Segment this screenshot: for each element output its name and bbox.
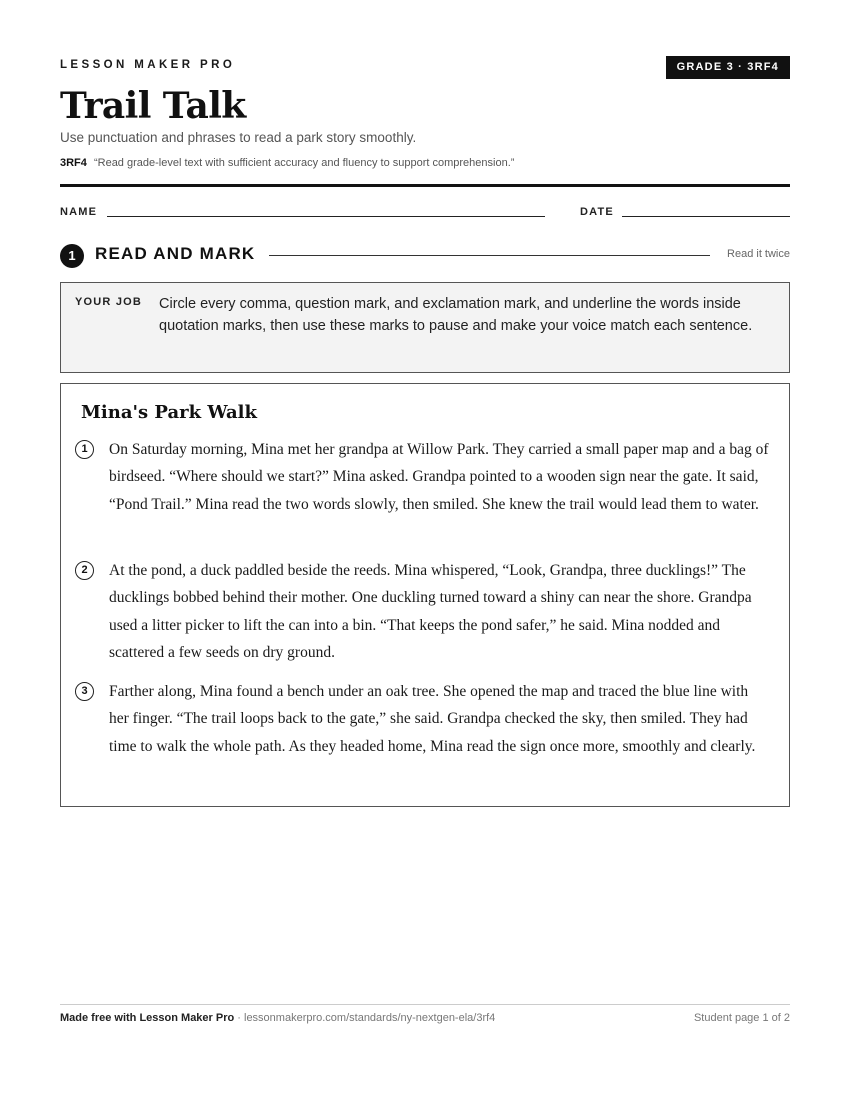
your-job-box: [60, 282, 790, 373]
brand-name: LESSON MAKER PRO: [60, 59, 236, 71]
section-header: [60, 243, 790, 267]
name-label: NAME: [60, 206, 98, 218]
paragraph-text: Farther along, Mina found a bench under an oak tree. She opened the map and traced the blue line with her finger. “The trail loops back to the gate,” she said. Grandpa checked the sky, then smiled. They had time to walk the whole path. As they headed home, Mina read the sign once more, smoothly and clearly.: [109, 683, 756, 755]
job-instructions: Circle every comma, question mark, and exclamation mark, and underline the words inside quotation marks, then use these marks to pause and make your voice match each sentence.: [159, 296, 753, 334]
standard-line: [60, 157, 514, 169]
page-indicator: Student page 1 of 2: [693, 1012, 790, 1024]
story-box: [60, 383, 790, 807]
paragraph-text: On Saturday morning, Mina met her grandpa at Willow Park. They carried a small paper map and a bag of birdseed. “Where should we start?” Mina asked. Grandpa pointed to a wooden sign near the gate. It said, “Pond Trail.” Mina read the two words slowly, then smiled. She knew the trail would lead them to water.: [109, 441, 769, 513]
paragraph-number: 3: [75, 682, 94, 701]
section-number-badge: 1: [60, 244, 84, 268]
paragraph-text: At the pond, a duck paddled beside the reeds. Mina whispered, “Look, Grandpa, three ducklings!” The ducklings bobbed behind their mother. One duckling turned toward a shiny can near the shore. Grandpa used a litter picker to lift the can into a bin. “That keeps the pond safer,” he said. Mina nodded and scattered a few seeds on dry ground.: [109, 562, 752, 661]
footer-url[interactable]: · lessonmakerpro.com/standards/ny-nextgen-ela/3rf4: [234, 1012, 496, 1024]
section-rule: [269, 255, 710, 256]
date-field[interactable]: [622, 216, 790, 217]
name-date-row: [60, 204, 790, 224]
header-divider: [60, 184, 790, 187]
page-subtitle: Use punctuation and phrases to read a park story smoothly.: [60, 130, 417, 145]
grade-badge: GRADE 3 · 3RF4: [666, 56, 790, 79]
section-title: READ AND MARK: [95, 244, 256, 263]
job-label: YOUR JOB: [75, 296, 143, 308]
standard-text: “Read grade-level text with sufficient accuracy and fluency to support comprehension.”: [93, 157, 515, 169]
standard-code: 3RF4: [60, 157, 87, 169]
name-field[interactable]: [107, 216, 545, 217]
page-title: Trail Talk: [60, 85, 246, 127]
story-title: Mina's Park Walk: [81, 402, 257, 423]
top-row: [60, 56, 790, 80]
footer-credit: [60, 1012, 495, 1024]
footer-made-with: Made free with Lesson Maker Pro: [60, 1012, 235, 1024]
footer-divider: [60, 1004, 790, 1005]
section-note: Read it twice: [727, 248, 790, 260]
date-label: DATE: [580, 206, 614, 218]
paragraph-number: 1: [75, 440, 94, 459]
worksheet-page: [60, 0, 790, 1100]
paragraph-number: 2: [75, 561, 94, 580]
